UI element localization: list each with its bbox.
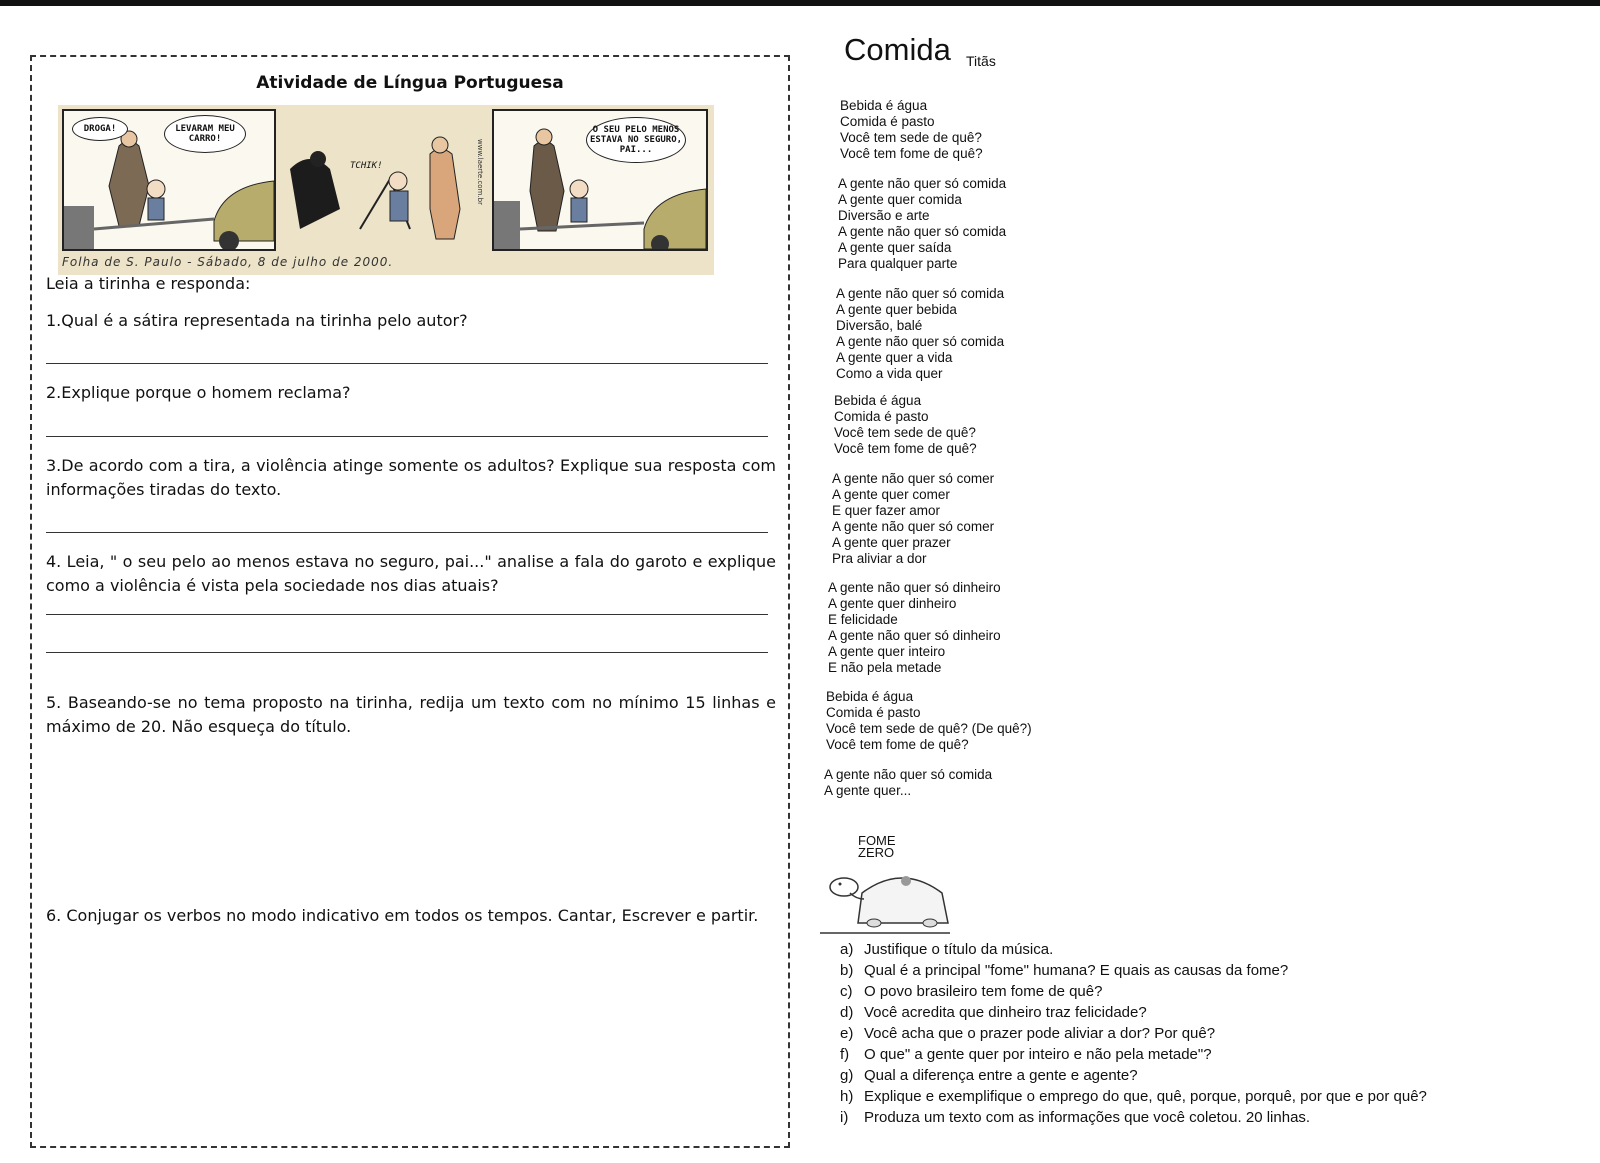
comic-panel-2 — [280, 109, 490, 251]
comic-panel-2-drawing — [280, 109, 490, 247]
comic-sound-effect: TCHIK! — [350, 161, 383, 171]
lyric-line: E quer fazer amor — [832, 503, 941, 518]
song-question-e — [840, 1025, 1215, 1043]
lyric-line: A gente não quer só comida — [836, 286, 1005, 301]
lyric-line: A gente não quer só comida — [824, 767, 993, 782]
song-question-text: Produza um texto com as informações que você coletou. 20 linhas. — [864, 1109, 1311, 1126]
lyric-line: A gente quer... — [824, 783, 912, 798]
lyrics-stanza — [828, 580, 1001, 676]
song-question-text: Qual é a principal "fome" humana? E quais as causas da fome? — [864, 962, 1289, 979]
song-question-letter: f) — [840, 1046, 850, 1063]
question-3: 3.De acordo com a tira, a violência atinge somente os adultos? Explique sua resposta com informações tiradas do texto. — [46, 456, 776, 499]
lyric-line: Bebida é água — [840, 98, 928, 113]
lyric-line: A gente quer comer — [832, 487, 950, 502]
lyrics-stanza — [832, 471, 994, 567]
lyric-line: A gente não quer só comida — [838, 176, 1007, 191]
song-question-letter: e) — [840, 1025, 854, 1042]
comic-bubble-2: LEVARAM MEU CARRO! — [164, 115, 246, 153]
lyric-line: A gente quer saída — [838, 240, 952, 255]
question-2: 2.Explique porque o homem reclama? — [46, 383, 351, 402]
lyric-line: Você tem fome de quê? — [840, 146, 983, 161]
song-title: Comida — [844, 32, 951, 67]
lyric-line: Diversão, balé — [836, 318, 923, 333]
lyric-line: A gente quer comida — [838, 192, 962, 207]
lyric-line: A gente quer bebida — [836, 302, 957, 317]
lyric-line: A gente não quer só comer — [832, 519, 995, 534]
answer-line — [46, 614, 768, 615]
song-question-text: O que" a gente quer por inteiro e não pela metade"? — [864, 1046, 1212, 1063]
lyric-line: A gente não quer só comida — [838, 224, 1007, 239]
lyric-line: Como a vida quer — [836, 366, 943, 381]
song-question-f — [840, 1046, 1212, 1064]
song-question-h — [840, 1088, 1427, 1106]
comic-credit: www.laerte.com.br — [476, 139, 484, 205]
fome-zero-line: ZERO — [858, 845, 895, 860]
song-question-d — [840, 1004, 1147, 1022]
activity-title: Atividade de Língua Portuguesa — [256, 73, 564, 93]
comic-panel-1 — [62, 109, 276, 251]
answer-line — [46, 532, 768, 533]
lyric-line: Você tem fome de quê? — [834, 441, 977, 456]
song-question-a — [840, 941, 1053, 959]
song-question-text: Justifique o título da música. — [864, 941, 1054, 958]
lyrics-stanza — [824, 767, 992, 799]
question-6: 6. Conjugar os verbos no modo indicativo em todos os tempos. Cantar, Escrever e partir. — [46, 906, 759, 925]
lyric-line: Você tem sede de quê? — [840, 130, 982, 145]
lyric-line: Diversão e arte — [838, 208, 930, 223]
song-question-text: Explique e exemplifique o emprego do que, quê, porque, porquê, por que e por quê? — [864, 1088, 1427, 1105]
lyric-line: A gente quer dinheiro — [828, 596, 957, 611]
song-question-c — [840, 983, 1102, 1001]
answer-line — [46, 436, 768, 437]
song-question-text: O povo brasileiro tem fome de quê? — [864, 983, 1103, 1000]
song-question-letter: d) — [840, 1004, 854, 1021]
song-artist: Titãs — [966, 53, 996, 69]
turtle-illustration-icon — [820, 845, 960, 935]
lyric-line: Você tem fome de quê? — [826, 737, 969, 752]
comic-panel-3 — [492, 109, 708, 251]
song-question-letter: g) — [840, 1067, 854, 1084]
lyric-line: A gente quer inteiro — [828, 644, 946, 659]
song-question-b — [840, 962, 1288, 980]
lyric-line: Comida é pasto — [834, 409, 929, 424]
question-1: 1.Qual é a sátira representada na tirinha pelo autor? — [46, 311, 468, 330]
lyric-line: Bebida é água — [834, 393, 922, 408]
song-question-text: Você acha que o prazer pode aliviar a dor? Por quê? — [864, 1025, 1216, 1042]
comic-bubble-3: O SEU PELO MENOS ESTAVA NO SEGURO, PAI... — [586, 117, 686, 163]
answer-line — [46, 363, 768, 364]
lyric-line: Comida é pasto — [826, 705, 921, 720]
lyric-line: A gente quer prazer — [832, 535, 951, 550]
lyric-line: A gente não quer só dinheiro — [828, 580, 1001, 595]
comic-source: Folha de S. Paulo - Sábado, 8 de julho de 2000. — [62, 255, 394, 269]
lyrics-stanza — [834, 393, 977, 457]
song-section — [820, 0, 1600, 1163]
song-question-text: Qual a diferença entre a gente e agente? — [864, 1067, 1138, 1084]
lyrics-stanza — [826, 689, 1032, 753]
lyric-line: Para qualquer parte — [838, 256, 958, 271]
lyrics-stanza — [838, 176, 1006, 272]
comic-bubble-1: DROGA! — [72, 117, 128, 141]
lyric-line: Bebida é água — [826, 689, 914, 704]
answer-line — [46, 652, 768, 653]
lyric-line: Pra aliviar a dor — [832, 551, 927, 566]
lyric-line: A gente não quer só dinheiro — [828, 628, 1001, 643]
instruction-text: Leia a tirinha e responda: — [46, 274, 251, 293]
song-question-letter: i) — [840, 1109, 849, 1126]
song-question-letter: a) — [840, 941, 854, 958]
lyrics-stanza — [836, 286, 1004, 382]
comic-strip — [58, 105, 714, 275]
song-question-i — [840, 1109, 1310, 1127]
lyric-line: Você tem sede de quê? (De quê?) — [826, 721, 1032, 736]
song-question-g — [840, 1067, 1138, 1085]
fome-zero-line: FOME — [858, 833, 896, 848]
lyric-line: Comida é pasto — [840, 114, 935, 129]
lyric-line: A gente quer a vida — [836, 350, 953, 365]
lyric-line: A gente não quer só comida — [836, 334, 1005, 349]
song-question-letter: c) — [840, 983, 853, 1000]
lyric-line: E não pela metade — [828, 660, 942, 675]
lyric-line: Você tem sede de quê? — [834, 425, 976, 440]
question-4: 4. Leia, " o seu pelo ao menos estava no seguro, pai..." analise a fala do garoto e explique como a violência é vista pela sociedade nos dias atuais? — [46, 552, 776, 595]
question-5: 5. Baseando-se no tema proposto na tirinha, redija um texto com no mínimo 15 linhas e máximo de 20. Não esqueça do título. — [46, 693, 776, 736]
song-question-letter: b) — [840, 962, 854, 979]
song-question-letter: h) — [840, 1088, 854, 1105]
lyrics-stanza — [840, 98, 983, 162]
song-question-text: Você acredita que dinheiro traz felicidade? — [864, 1004, 1147, 1021]
lyric-line: A gente não quer só comer — [832, 471, 995, 486]
activity-sheet — [30, 55, 790, 1148]
lyric-line: E felicidade — [828, 612, 898, 627]
